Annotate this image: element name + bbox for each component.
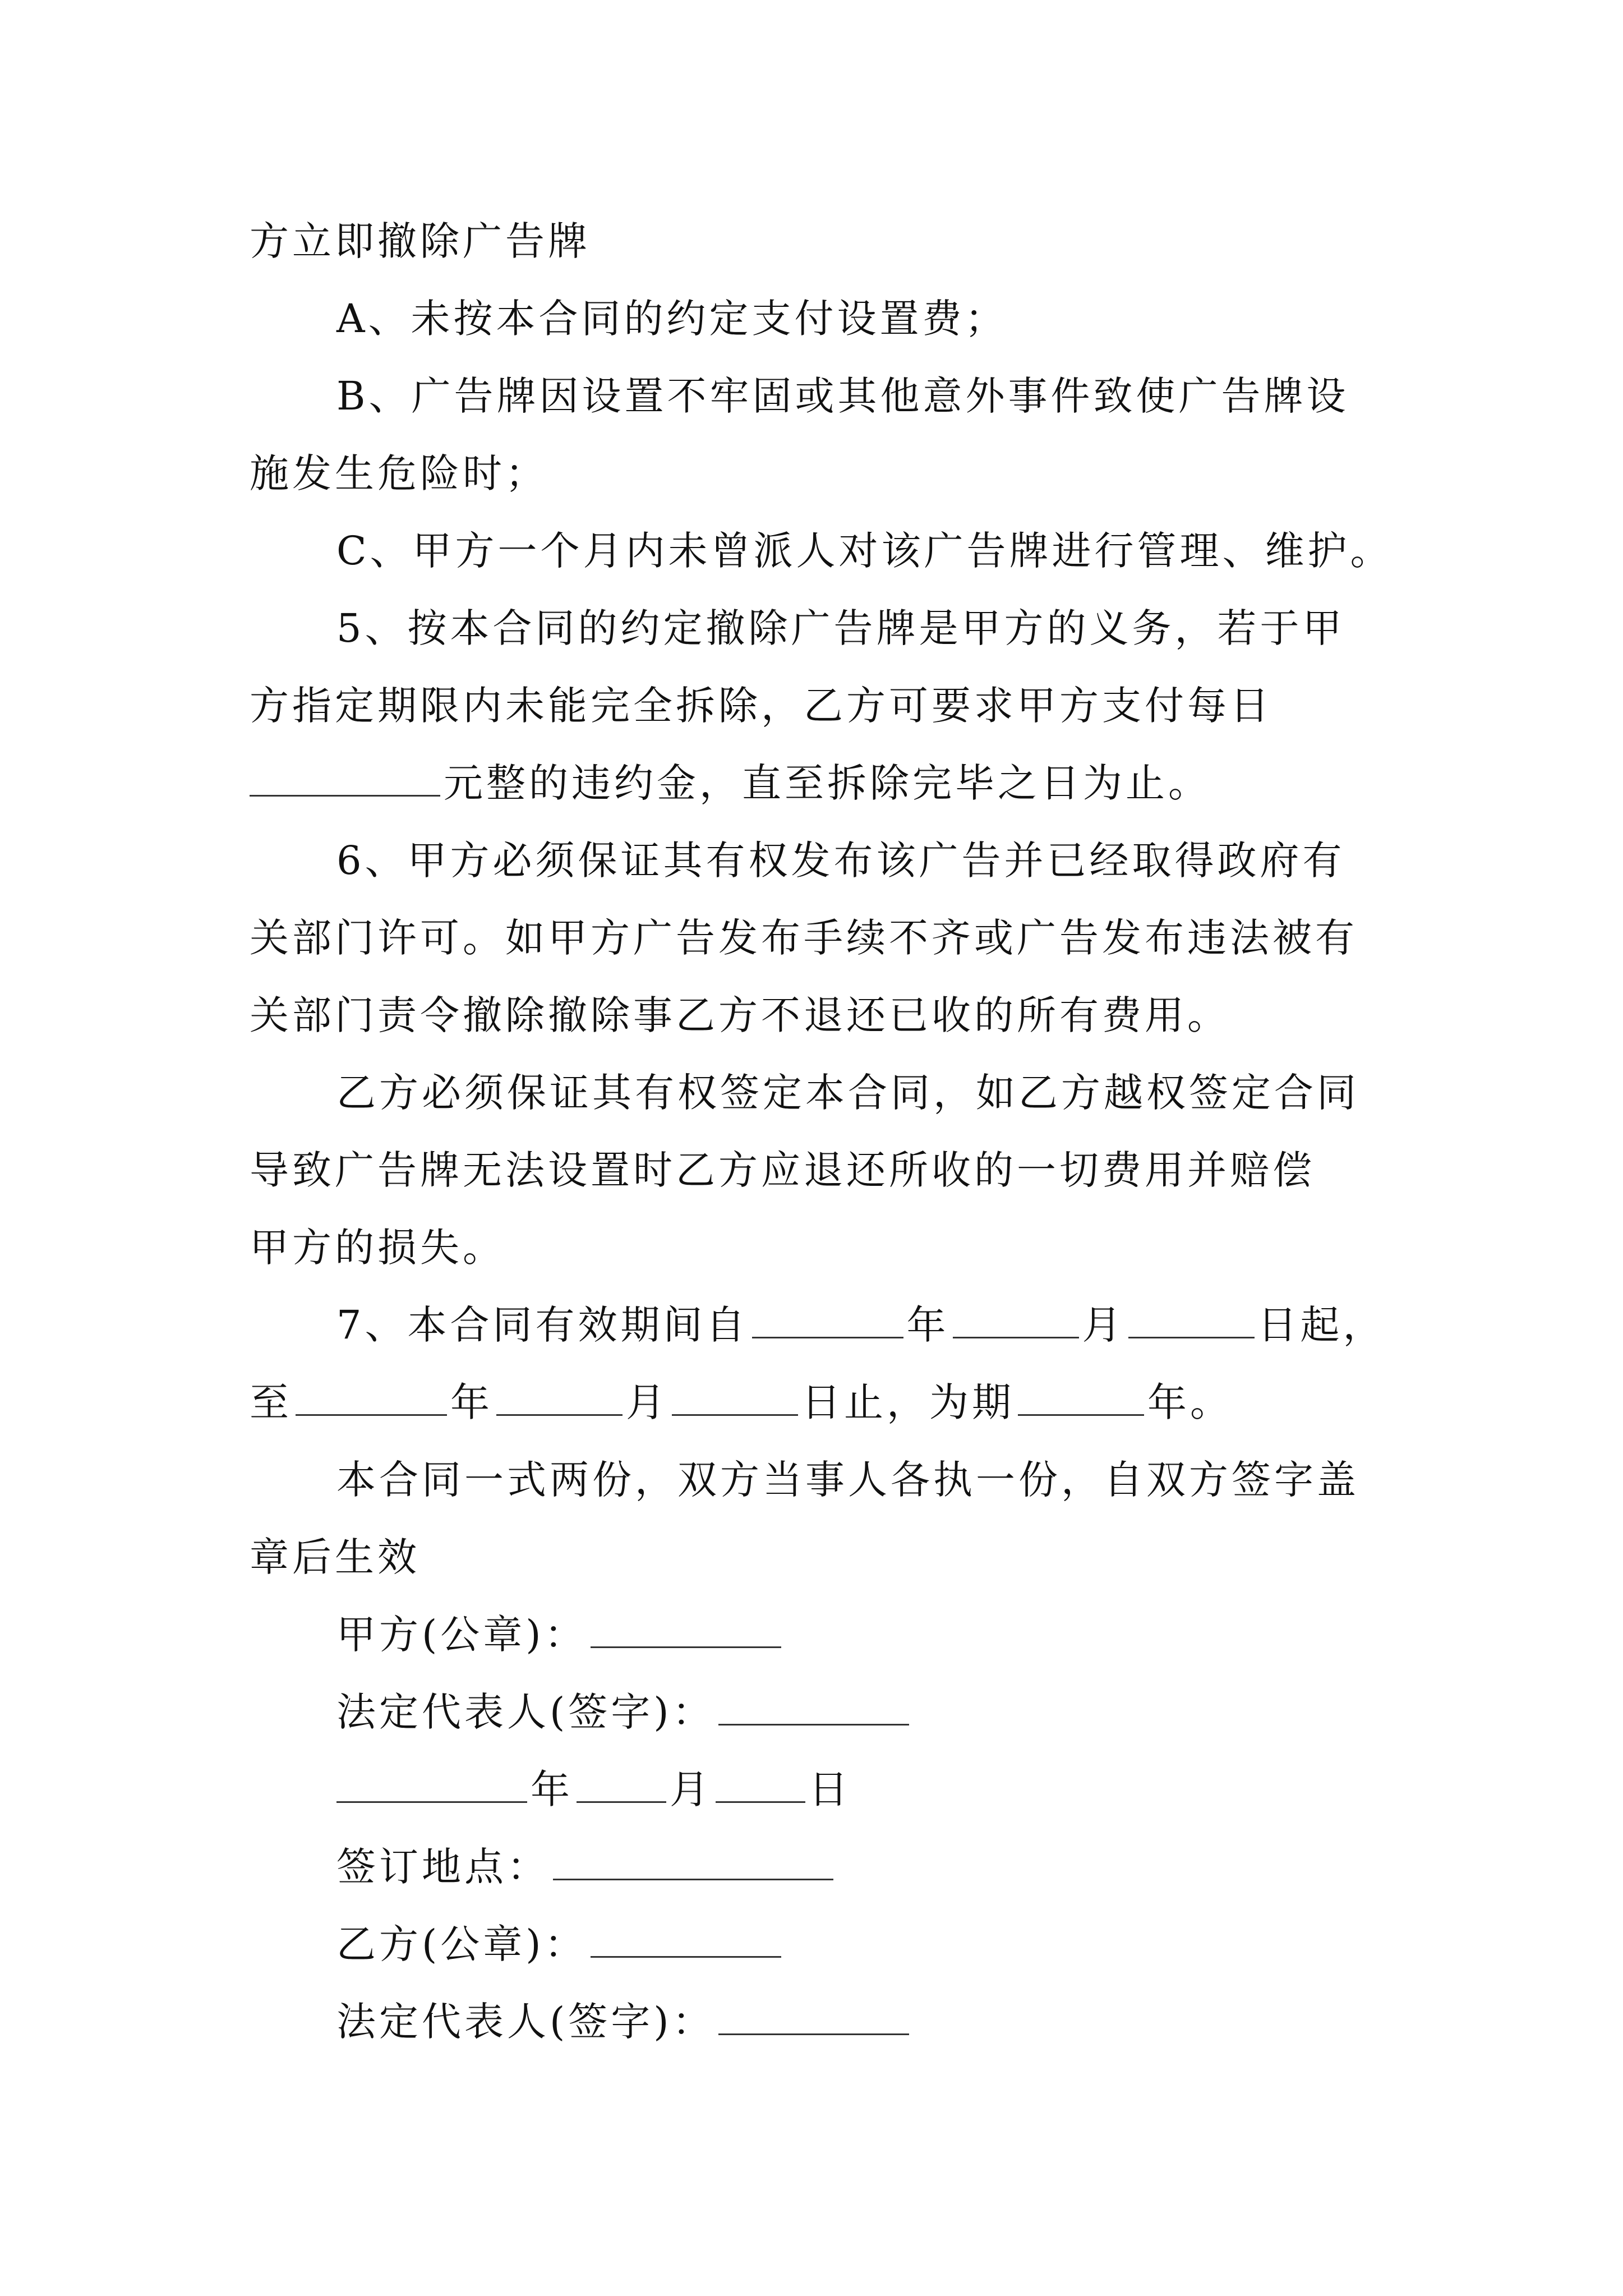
signature-line bbox=[0, 1684, 1623, 1740]
fill-in-blank-day[interactable] bbox=[672, 1375, 798, 1416]
paragraph-line bbox=[0, 678, 1623, 734]
line-text: 年。 bbox=[1147, 1379, 1233, 1425]
party-a-representative-label: 法定代表人(签字)： bbox=[336, 1689, 715, 1735]
paragraph-line bbox=[0, 1297, 1623, 1353]
fill-in-blank-month[interactable] bbox=[496, 1375, 623, 1416]
date-year-field[interactable] bbox=[336, 1762, 527, 1803]
line-text: A、未按本合同的约定支付设置费； bbox=[336, 296, 1008, 342]
party-a-seal-field[interactable] bbox=[591, 1607, 781, 1648]
date-month-field[interactable] bbox=[577, 1762, 666, 1803]
paragraph-line bbox=[0, 987, 1623, 1043]
party-b-representative-label: 法定代表人(签字)： bbox=[336, 1999, 715, 2045]
line-text: 关部门许可。如甲方广告发布手续不齐或广告发布违法被有 bbox=[250, 915, 1358, 961]
line-text: 方立即撤除广告牌 bbox=[250, 218, 591, 264]
signature-line bbox=[0, 1607, 1623, 1663]
line-text: 本合同一式两份，双方当事人各执一份，自双方签字盖 bbox=[336, 1457, 1359, 1503]
fill-in-blank-year[interactable] bbox=[752, 1297, 903, 1338]
line-text: 甲方的损失。 bbox=[250, 1225, 505, 1271]
paragraph-line bbox=[0, 1065, 1623, 1121]
signing-place-label: 签订地点： bbox=[336, 1844, 550, 1890]
paragraph-line bbox=[0, 1220, 1623, 1276]
signature-line bbox=[0, 1916, 1623, 1972]
date-line bbox=[0, 1761, 1623, 1818]
signature-line bbox=[0, 1839, 1623, 1895]
paragraph-line bbox=[0, 1452, 1623, 1508]
line-text: 施发生危险时； bbox=[250, 450, 548, 496]
line-text: 导致广告牌无法设置时乙方应退还所收的一切费用并赔偿 bbox=[250, 1147, 1315, 1193]
paragraph-line bbox=[0, 445, 1623, 501]
party-b-seal-field[interactable] bbox=[591, 1917, 781, 1958]
paragraph-line bbox=[0, 1142, 1623, 1198]
date-day-field[interactable] bbox=[716, 1762, 805, 1803]
line-text: 年 bbox=[450, 1379, 493, 1425]
line-text: 日 bbox=[809, 1766, 851, 1812]
line-text: 月 bbox=[670, 1766, 712, 1812]
paragraph-line bbox=[0, 523, 1623, 579]
line-text: C、甲方一个月内未曾派人对该广告牌进行管理、维护。 bbox=[336, 528, 1393, 574]
line-text: 6、甲方必须保证其有权发布该广告并已经取得政府有 bbox=[336, 838, 1345, 884]
paragraph-line bbox=[0, 1374, 1623, 1430]
paragraph-line bbox=[0, 910, 1623, 966]
line-text: 年 bbox=[906, 1302, 949, 1348]
line-text: 5、按本合同的约定撤除广告牌是甲方的义务，若于甲 bbox=[336, 605, 1345, 651]
fill-in-blank-day[interactable] bbox=[1128, 1297, 1255, 1338]
line-text: 元整的违约金，直至拆除完毕之日为止。 bbox=[444, 760, 1211, 806]
line-text: 日起， bbox=[1257, 1302, 1386, 1348]
party-a-seal-label: 甲方(公章)： bbox=[336, 1612, 587, 1658]
signing-place-field[interactable] bbox=[553, 1839, 833, 1880]
line-text: 乙方必须保证其有权签定本合同，如乙方越权签定合同 bbox=[336, 1070, 1359, 1116]
line-text: B、广告牌因设置不牢固或其他意外事件致使广告牌设 bbox=[336, 373, 1349, 419]
paragraph-line bbox=[0, 832, 1623, 889]
line-text: 月 bbox=[626, 1379, 668, 1425]
fill-in-blank-year[interactable] bbox=[296, 1375, 447, 1416]
line-text: 7、本合同有效期间自 bbox=[336, 1302, 749, 1348]
paragraph-line bbox=[0, 1529, 1623, 1585]
paragraph-line bbox=[0, 600, 1623, 656]
party-a-representative-field[interactable] bbox=[718, 1685, 909, 1726]
party-b-representative-field[interactable] bbox=[718, 1994, 909, 2035]
line-text: 年 bbox=[531, 1766, 573, 1812]
fill-in-blank[interactable] bbox=[250, 756, 440, 797]
line-text: 关部门责令撤除撤除事乙方不退还已收的所有费用。 bbox=[250, 992, 1230, 1038]
line-text: 章后生效 bbox=[250, 1534, 420, 1580]
paragraph-line bbox=[0, 368, 1623, 424]
fill-in-blank-years[interactable] bbox=[1018, 1375, 1144, 1416]
party-b-seal-label: 乙方(公章)： bbox=[336, 1921, 587, 1967]
fill-in-blank-month[interactable] bbox=[953, 1297, 1079, 1338]
line-text: 至 bbox=[250, 1379, 292, 1425]
line-text: 月 bbox=[1082, 1302, 1125, 1348]
line-text: 方指定期限内未能完全拆除，乙方可要求甲方支付每日 bbox=[250, 683, 1272, 729]
signature-line bbox=[0, 1994, 1623, 2050]
paragraph-line bbox=[0, 291, 1623, 347]
paragraph-line bbox=[0, 755, 1623, 811]
paragraph-line bbox=[0, 213, 1623, 269]
line-text: 日止，为期 bbox=[801, 1379, 1015, 1425]
